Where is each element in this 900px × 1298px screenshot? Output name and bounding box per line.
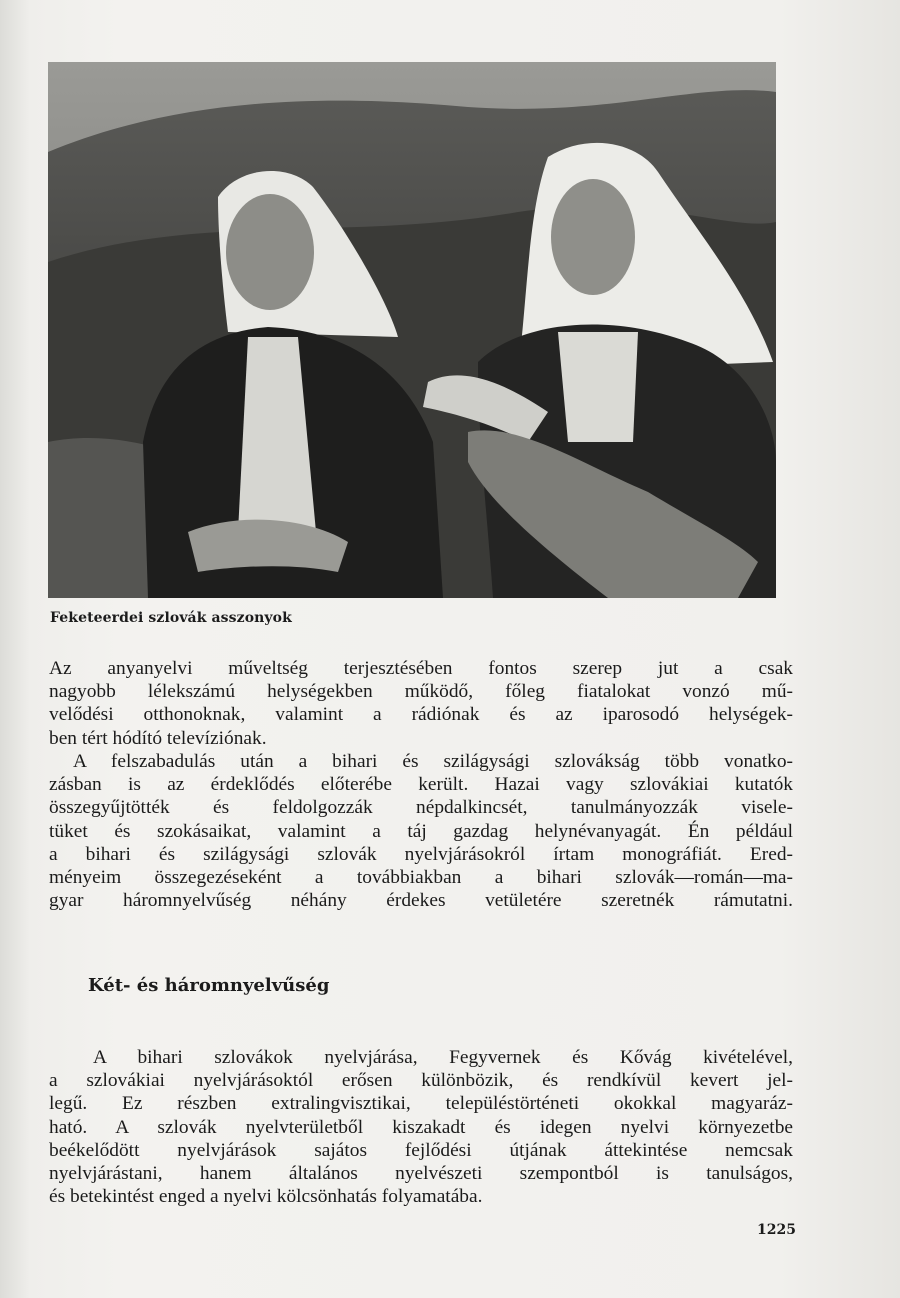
text-line: zásban is az érdeklődés előterébe került. Hazai vagy szlovákiai kutatók (49, 774, 793, 796)
text-line: a bihari és szilágysági szlovák nyelvjárásokról írtam monográfiát. Ered- (49, 843, 793, 865)
text-line: tüket és szokásaikat, valamint a táj gazdag helynévanyagát. Én például (49, 820, 793, 842)
text-line: ható. A szlovák nyelvterületből kiszakadt és idegen nyelvi környezetbe (49, 1116, 793, 1138)
photograph (48, 62, 776, 598)
text-line: nagyobb lélekszámú helységekben működő, főleg fiatalokat vonzó mű- (49, 681, 793, 703)
text-line: ményeim összegezéseként a továbbiakban a bihari szlovák—román—ma- (49, 866, 793, 888)
photo-illustration (48, 62, 776, 598)
text-line: összegyűjtötték és feldolgozzák népdalkincsét, tanulmányozzák visele- (49, 797, 793, 819)
text-line: legű. Ez részben extralingvisztikai, településtörténeti okokkal magyaráz- (49, 1093, 793, 1115)
text-line: és betekintést enged a nyelvi kölcsönhatás folyamatába. (49, 1186, 483, 1208)
section-heading: Két- és háromnyelvűség (88, 975, 330, 996)
text-line: a szlovákiai nyelvjárásoktól erősen különbözik, és rendkívül kevert jel- (49, 1070, 793, 1092)
text-line: Az anyanyelvi műveltség terjesztésében fontos szerep jut a csak (49, 658, 793, 679)
text-line: nyelvjárástani, hanem általános nyelvészeti szempontból is tanulságos, (49, 1162, 793, 1184)
paragraph (49, 750, 793, 912)
paragraph (49, 1046, 793, 1208)
paragraph (49, 657, 793, 750)
text-line: A bihari szlovákok nyelvjárása, Fegyvernek és Kővág kivételével, (93, 1047, 793, 1068)
text-line: gyar háromnyelvűség néhány érdekes vetületére szeretnék rámutatni. (49, 890, 793, 912)
text-line: velődési otthonoknak, valamint a rádiónak és az iparosodó helységek- (49, 704, 793, 726)
text-line: ben tért hódító televíziónak. (49, 727, 267, 749)
page-number: 1225 (757, 1222, 796, 1238)
photo-caption: Feketeerdei szlovák asszonyok (50, 610, 292, 626)
text-line: A felszabadulás után a bihari és szilágysági szlovákság több vonatko- (73, 751, 793, 772)
text-line: beékelődött nyelvjárások sajátos fejlődési útjának áttekintése nemcsak (49, 1139, 793, 1161)
